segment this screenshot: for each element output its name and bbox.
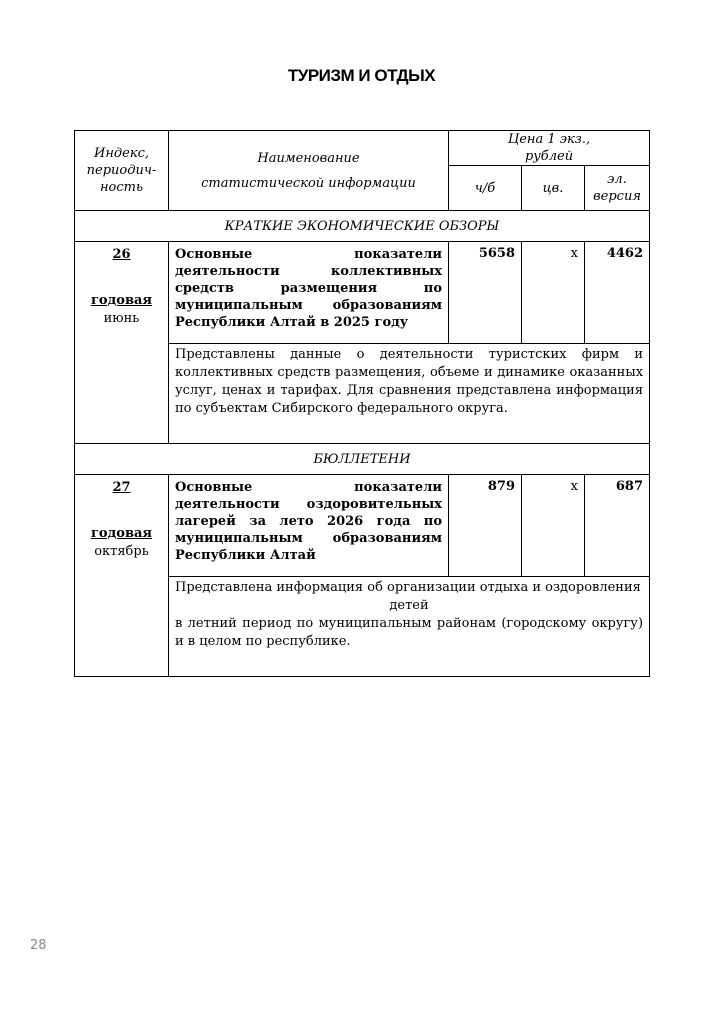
- publication-month: октябрь: [94, 544, 149, 559]
- publications-table: [74, 130, 650, 677]
- header-price-line1: Цена 1 экз.,: [507, 132, 591, 147]
- price-bw: 5658: [449, 242, 522, 344]
- page-number: 28: [30, 938, 47, 953]
- publication-description: [169, 577, 650, 677]
- section-heading: БЮЛЛЕТЕНИ: [75, 444, 650, 475]
- header-row: [75, 131, 650, 166]
- header-index-line3: ность: [99, 180, 144, 195]
- description-line3: в летний период по муниципальным районам (городскому округу) и в целом по республике.: [175, 616, 644, 649]
- header-index: [75, 131, 169, 211]
- publication-index: 27: [112, 480, 131, 495]
- header-name-line2: статистической информации: [201, 175, 416, 191]
- description-line1: Представлена информация об организации отдыха и оздоровления: [175, 580, 641, 595]
- section-row: [75, 211, 650, 242]
- header-col-color: цв.: [522, 166, 585, 211]
- description-line2: детей: [389, 598, 429, 613]
- header-col-electronic: [585, 166, 650, 211]
- price-color: x: [522, 475, 585, 577]
- header-index-line1: Индекс,: [93, 146, 149, 161]
- price-color: x: [522, 242, 585, 344]
- publication-month: июнь: [103, 311, 140, 326]
- table-row: [75, 475, 650, 577]
- publication-title: Основные показатели деятельности оздоровительных лагерей за лето 2026 года по муниципальным образованиям Республики Алтай: [169, 475, 449, 577]
- header-price-line2: рублей: [524, 149, 574, 164]
- index-cell: [75, 475, 169, 677]
- page-title: ТУРИЗМ И ОТДЫХ: [287, 66, 436, 85]
- header-col-print: ч/б: [449, 166, 522, 211]
- publication-description: Представлены данные о деятельности туристских фирм и коллективных средств размещения, объеме и динамике оказанных услуг, ценах и тарифах. Для сравнения представлена информация по субъектам Сибирского федерального округа.: [169, 344, 650, 444]
- header-name: [169, 131, 449, 211]
- price-bw: 879: [449, 475, 522, 577]
- publication-periodicity: годовая: [90, 526, 153, 541]
- section-row: [75, 444, 650, 475]
- price-electronic: 4462: [585, 242, 650, 344]
- section-heading: КРАТКИЕ ЭКОНОМИЧЕСКИЕ ОБЗОРЫ: [75, 211, 650, 242]
- header-name-line1: Наименование: [257, 150, 360, 166]
- publication-index: 26: [112, 247, 131, 262]
- price-electronic: 687: [585, 475, 650, 577]
- index-cell: [75, 242, 169, 444]
- publication-periodicity: годовая: [90, 293, 153, 308]
- header-col-electronic-line1: эл.: [607, 172, 627, 187]
- publication-title: Основные показатели деятельности коллективных средств размещения по муниципальным образованиям Республики Алтай в 2025 году: [169, 242, 449, 344]
- header-index-line2: периодич-: [86, 163, 157, 178]
- header-price: [449, 131, 650, 166]
- table-row: [75, 242, 650, 344]
- header-col-electronic-line2: версия: [593, 189, 641, 204]
